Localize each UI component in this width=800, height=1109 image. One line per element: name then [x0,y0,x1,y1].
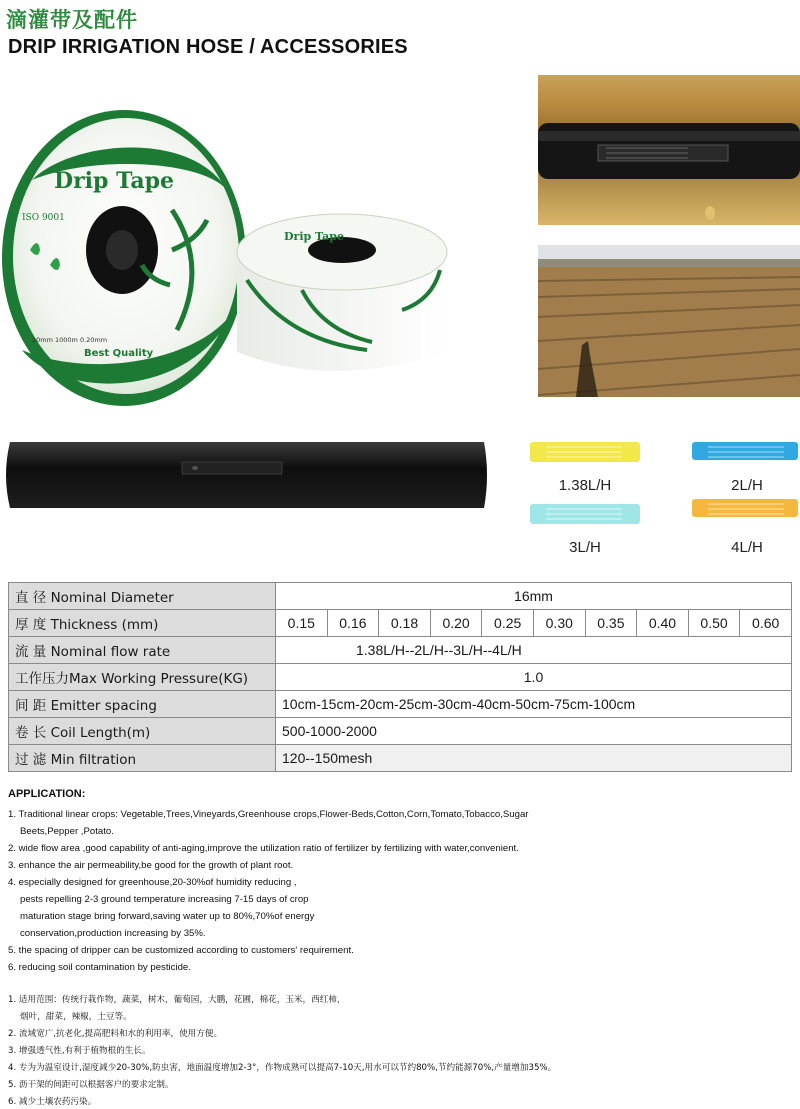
spec-row-spacing [9,691,792,718]
application-line: 2. 流域宽广,抗老化,提高肥料和水的利用率，使用方便。 [8,1029,223,1039]
application-line: 3. 增强透气性,有利于植物根的生长。 [8,1046,151,1056]
spec-value: 1.38L/H--2L/H--3L/H--4L/H [276,637,792,664]
application-line-continued: conservation,production increasing by 35%. [20,928,206,939]
application-line: 6. 减少土壤农药污染。 [8,1097,97,1107]
drip-tape-reels-image [2,100,522,420]
reel-brand-text: Drip Tape [54,168,174,194]
application-list-en [8,806,568,976]
spec-row-filtration [9,745,792,772]
hose-closeup-photo [538,75,800,225]
emitter-blue-icon [688,438,800,466]
title-chinese: 滴灌带及配件 [6,8,138,32]
spec-label: 工作压力Max Working Pressure(KG) [9,664,276,691]
spec-label: 流 量 Nominal flow rate [9,637,276,664]
application-item [8,942,568,959]
emitter-flow-label: 2L/H [731,477,763,494]
reel-iso-text: ISO 9001 [22,213,65,223]
thickness-cell: 0.25 [482,610,534,637]
spec-label: 间 距 Emitter spacing [9,691,276,718]
application-item [8,806,568,840]
spec-label: 厚 度 Thickness (mm) [9,610,276,637]
application-item [8,874,568,942]
application-line-continued: maturation stage bring forward,saving water up to 80%,70%of energy [20,911,315,922]
thickness-cell: 0.60 [740,610,792,637]
application-line: 4. 专为为温室设计,湿度减少20-30%,防虫害，地面温度增加2-3°，作物成熟可以提高7-10天,用水可以节约80%,节约能源70%,产量增加35%。 [8,1063,557,1073]
spec-row-pressure [9,664,792,691]
application-line: 6. reducing soil contamination by pesticide. [8,962,191,973]
thickness-cell: 0.30 [533,610,585,637]
emitter-flow-label: 3L/H [569,539,601,556]
emitter-flow-label: 1.38L/H [558,477,612,494]
emitter-cyan-icon [526,500,644,528]
application-line: 5. 沥干架的间距可以根据客户的要求定制。 [8,1080,174,1090]
application-line-continued: Beets,Pepper ,Potato. [20,826,114,837]
application-item [8,840,568,857]
spec-row-coil-length [9,718,792,745]
spec-label: 直 径 Nominal Diameter [9,583,276,610]
reel-quality-text: Best Quality [84,348,154,359]
application-item [8,1043,588,1060]
application-line: 3. enhance the air permeability,be good for the growth of plant root. [8,860,294,871]
spec-table [8,582,792,772]
reel2-brand-text: Drip Tape [284,230,344,243]
thickness-cell: 0.20 [430,610,482,637]
emitter-yellow-icon [526,438,644,466]
spec-value: 500-1000-2000 [276,718,792,745]
application-item [8,1060,588,1077]
application-line-continued: pests repelling 2-3 ground temperature increasing 7-15 days of crop [20,894,309,905]
application-item [8,1077,588,1094]
spec-row-diameter [9,583,792,610]
spec-value: 1.0 [276,664,792,691]
spec-value: 16mm [276,583,792,610]
thickness-cell: 0.16 [327,610,379,637]
application-line: 1. 适用范围：传统行栽作物，蔬菜，树木，葡萄园，大鹏，花圃，棉花，玉米，西红柿， [8,995,346,1005]
emitter-item [688,495,800,556]
application-item [8,857,568,874]
field-photo [538,245,800,397]
application-item [8,1094,588,1109]
title-english: DRIP IRRIGATION HOSE / ACCESSORIES [8,36,408,58]
reel-spec-text: 20mm 1000m 0.20mm [32,336,108,344]
spec-label: 过 滤 Min filtration [9,745,276,772]
application-line: 2. wide flow area ,good capability of anti-aging,improve the utilization ratio of fertilizer by fertilizing with water,convenient. [8,843,519,854]
application-line: 4. especially designed for greenhouse,20-30%of humidity reducing , [8,877,297,888]
application-item [8,992,588,1026]
application-item [8,1026,588,1043]
emitter-flow-label: 4L/H [731,539,763,556]
spec-row-thickness [9,610,792,637]
thickness-cell: 0.18 [379,610,431,637]
application-line-continued: 烟叶，甜菜，辣椒，土豆等。 [20,1012,132,1022]
application-line: 5. the spacing of dripper can be customized according to customers' requirement. [8,945,354,956]
thickness-cell: 0.35 [585,610,637,637]
thickness-cell: 0.15 [276,610,328,637]
emitter-orange-icon [688,495,800,523]
application-line: 1. Traditional linear crops: Vegetable,Trees,Vineyards,Greenhouse crops,Flower-Beds,Cotton,Corn,Tomato,Tobacco,Sugar [8,809,529,820]
application-title: APPLICATION: [8,788,86,800]
spec-label: 卷 长 Coil Length(m) [9,718,276,745]
emitter-item [520,500,650,556]
application-item [8,959,568,976]
thickness-cell: 0.40 [637,610,689,637]
emitter-item [688,438,800,494]
reel-type-text: Type : Drip Tape [88,364,144,372]
spec-row-flow [9,637,792,664]
drip-tape-strip-image [2,440,490,510]
thickness-cell: 0.50 [688,610,740,637]
application-list-cn [8,992,588,1109]
spec-value: 120--150mesh [276,745,792,772]
spec-value: 10cm-15cm-20cm-25cm-30cm-40cm-50cm-75cm-100cm [276,691,792,718]
emitter-item [520,438,650,494]
